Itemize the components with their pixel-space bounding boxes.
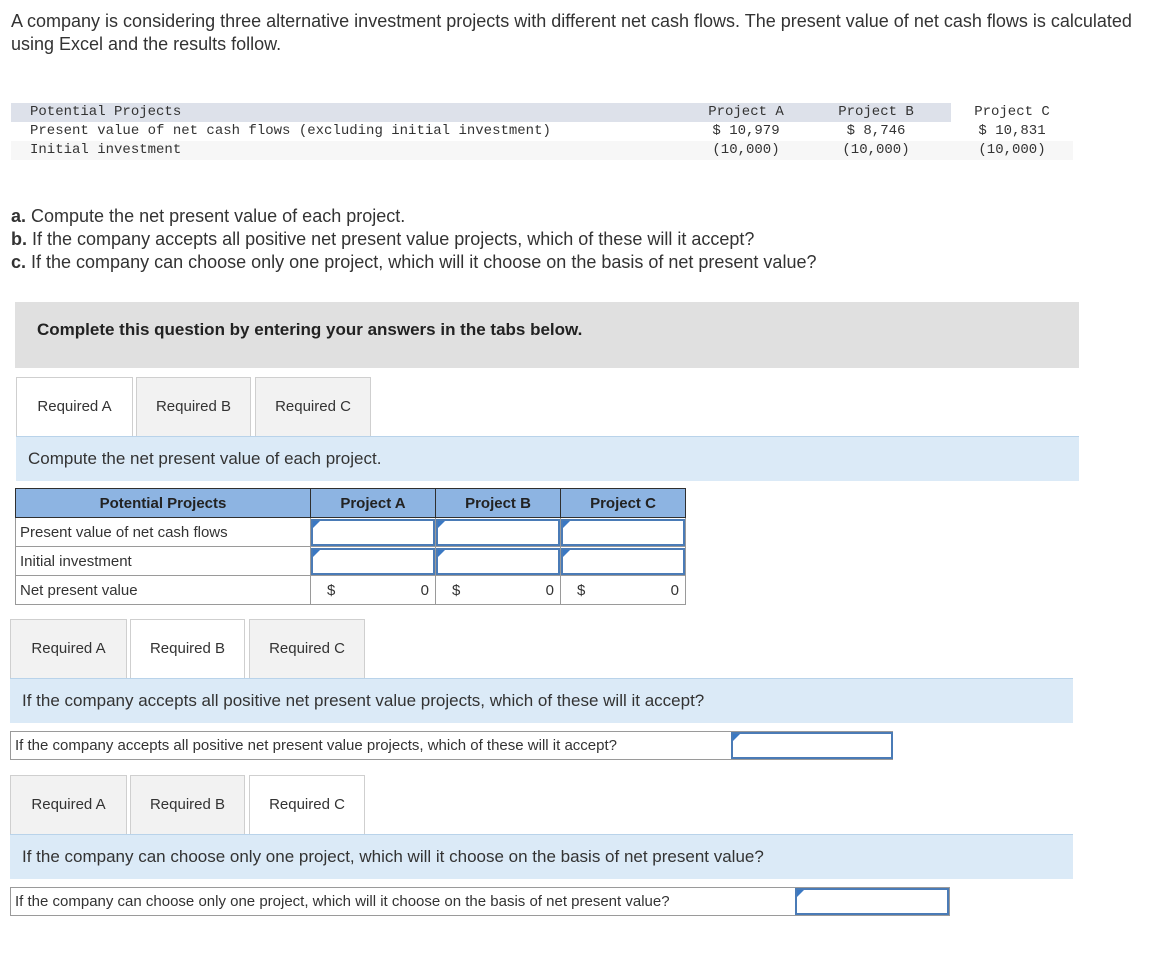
col-header-c: Project C [561, 489, 686, 518]
problem-intro: A company is considering three alternative investment projects with different net cash flows. The present value of net cash flows is calculated using Excel and the results follow. [11, 11, 1132, 54]
table-row [16, 576, 686, 605]
inv-b-cell [436, 547, 561, 576]
excel-pv-row [11, 122, 1073, 141]
tab-required-c[interactable]: Required C [255, 377, 371, 437]
npv-table [15, 488, 686, 605]
excel-inv-row [11, 141, 1073, 160]
tab-required-a[interactable]: Required A [10, 619, 127, 679]
excel-header-c: Project C [951, 103, 1073, 122]
row-label-npv: Net present value [16, 576, 311, 605]
excel-inv-label: Initial investment [30, 142, 182, 158]
npv-b-value: 0 [545, 581, 554, 599]
inv-a-input[interactable] [311, 548, 435, 575]
excel-header-b: Project B [838, 104, 914, 120]
tab-required-b[interactable]: Required B [130, 619, 245, 679]
answer-c-label: If the company can choose only one project, which will it choose on the basis of net present value? [15, 893, 670, 910]
question-a-prefix: a. [11, 206, 27, 226]
tab-bar-c [10, 775, 1073, 835]
instruction-c: If the company can choose only one project, which will it choose on the basis of net present value? [10, 835, 1073, 879]
pv-b-input[interactable] [436, 519, 560, 546]
inv-c-cell [561, 547, 686, 576]
inv-a-cell [311, 547, 436, 576]
excel-inv-b: (10,000) [842, 142, 910, 158]
excel-inv-c: (10,000) [978, 142, 1046, 158]
tab-required-b[interactable]: Required B [136, 377, 251, 437]
excel-inv-a: (10,000) [712, 142, 780, 158]
excel-pv-c: $ 10,831 [978, 123, 1046, 139]
tab-required-c[interactable]: Required C [249, 619, 365, 679]
table-row [16, 547, 686, 576]
row-label-pv: Present value of net cash flows [16, 518, 311, 547]
excel-header-a: Project A [708, 104, 784, 120]
tab-bar-b [10, 619, 1073, 679]
question-a [11, 205, 816, 228]
inv-c-input[interactable] [561, 548, 685, 575]
question-b-prefix: b. [11, 229, 27, 249]
tab-required-a[interactable]: Required A [10, 775, 127, 835]
answer-c-input[interactable] [795, 888, 949, 915]
answer-row-b [10, 731, 893, 760]
tab-required-b[interactable]: Required B [130, 775, 245, 835]
instructions-banner [15, 302, 1079, 368]
npv-header-row [16, 489, 686, 518]
instruction-b: If the company accepts all positive net present value projects, which of these will it accept? [10, 679, 1073, 723]
col-header-projects: Potential Projects [16, 489, 311, 518]
excel-pv-a: $ 10,979 [712, 123, 780, 139]
excel-header-row [11, 103, 1073, 122]
banner-text: Complete this question by entering your answers in the tabs below. [37, 320, 583, 339]
inv-b-input[interactable] [436, 548, 560, 575]
question-c-text: If the company can choose only one project, which will it choose on the basis of net present value? [26, 252, 817, 272]
currency-symbol: $ [327, 581, 336, 599]
excel-header-label: Potential Projects [30, 104, 182, 120]
instruction-a: Compute the net present value of each project. [16, 437, 1079, 481]
question-c-prefix: c. [11, 252, 27, 272]
pv-c-input[interactable] [561, 519, 685, 546]
question-a-text: Compute the net present value of each project. [26, 206, 406, 226]
npv-a-value: 0 [420, 581, 429, 599]
currency-symbol: $ [577, 581, 586, 599]
excel-results-table [11, 103, 1073, 160]
excel-pv-b: $ 8,746 [846, 123, 906, 139]
currency-symbol: $ [452, 581, 461, 599]
npv-c-cell [561, 576, 686, 605]
pv-b-cell [436, 518, 561, 547]
npv-c-value: 0 [670, 581, 679, 599]
tab-required-a[interactable]: Required A [16, 377, 133, 437]
col-header-b: Project B [436, 489, 561, 518]
answer-b-label: If the company accepts all positive net present value projects, which of these will it accept? [15, 737, 617, 754]
pv-a-input[interactable] [311, 519, 435, 546]
question-b [11, 228, 816, 251]
answer-row-c [10, 887, 950, 916]
tab-required-c[interactable]: Required C [249, 775, 365, 835]
row-label-investment: Initial investment [16, 547, 311, 576]
excel-pv-label: Present value of net cash flows (excluding initial investment) [30, 123, 551, 139]
npv-b-cell [436, 576, 561, 605]
tab-bar-a [16, 377, 1079, 437]
pv-c-cell [561, 518, 686, 547]
question-list [11, 205, 816, 274]
answer-b-input[interactable] [731, 732, 893, 759]
table-row [16, 518, 686, 547]
col-header-a: Project A [311, 489, 436, 518]
question-c [11, 251, 816, 274]
npv-a-cell [311, 576, 436, 605]
pv-a-cell [311, 518, 436, 547]
question-b-text: If the company accepts all positive net present value projects, which of these will it accept? [27, 229, 755, 249]
